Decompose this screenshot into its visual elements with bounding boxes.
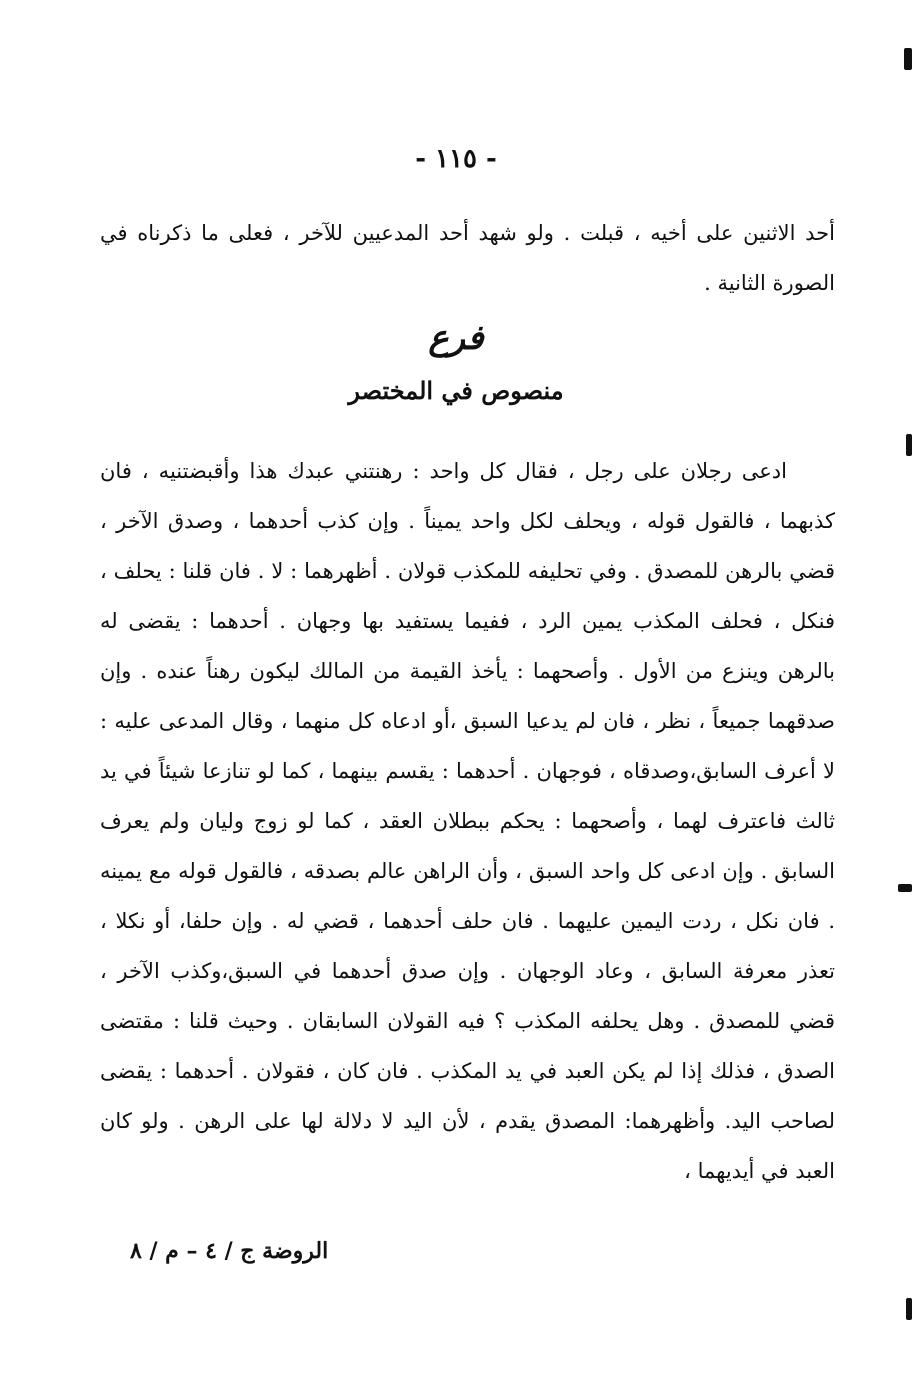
margin-mark — [898, 884, 912, 892]
intro-paragraph: أحد الاثنين على أخيه ، قبلت . ولو شهد أحد المدعيين للآخر ، فعلى ما ذكرناه في الصورة الثانية . — [100, 221, 835, 295]
margin-mark — [906, 434, 912, 456]
section-subheading: منصوص في المختصر — [348, 376, 564, 405]
margin-mark — [906, 1298, 912, 1320]
page-number: - ١١٥ - — [415, 144, 497, 174]
footer-signature: الروضة ج / ٤ – م / ٨ — [130, 1238, 329, 1264]
margin-mark — [904, 48, 912, 70]
body-paragraph: ادعى رجلان على رجل ، فقال كل واحد : رهنتني عبدك هذا وأقبضتنيه ، فان كذبهما ، فالقول قوله ، ويحلف لكل واحد يميناً . وإن كذب أحدهما ، وصدق الآخر ، قضي بالرهن للمصدق . وفي تحليفه للمكذب قولان . أظهرهما : لا . فان قلنا : يحلف ، فنكل ، فحلف المكذب يمين الرد ، ففيما يستفيد بها وجهان . أحدهما : يقضى له بالرهن وينزع من الأول . وأصحهما : يأخذ القيمة من المالك ليكون رهناً عنده . وإن صدقهما جميعاً ، نظر ، فان لم يدعيا السبق ،أو ادعاه كل منهما ، وقال المدعى عليه : لا أعرف السابق،وصدقاه ، فوجهان . أحدهما : يقسم بينهما ، كما لو تنازعا شيئاً في يد ثالث فاعترف لهما ، وأصحهما : يحكم ببطلان العقد ، كما لو زوج وليان ولم يعرف السابق . وإن ادعى كل واحد السبق ، وأن الراهن عالم بصدقه ، فالقول قوله مع يمينه . فان نكل ، ردت اليمين عليهما . فان حلف أحدهما ، قضي له . وإن حلفا، أو نكلا ، تعذر معرفة السابق ، وعاد الوجهان . وإن صدق أحدهما في السبق،وكذب الآخر ، قضي للمصدق . وهل يحلفه المكذب ؟ فيه القولان السابقان . وحيث قلنا : مقتضى الصدق ، فذلك إذا لم يكن العبد في يد المكذب . فان كان ، فقولان . أحدهما : يقضى لصاحب اليد. وأظهرهما: المصدق يقدم ، لأن اليد لا دلالة لها على الرهن . ولو كان العبد في أيديهما ، — [100, 459, 836, 1183]
intro-text-block — [100, 208, 835, 308]
body-text-block — [100, 446, 835, 1196]
section-heading: فرع — [428, 318, 484, 358]
